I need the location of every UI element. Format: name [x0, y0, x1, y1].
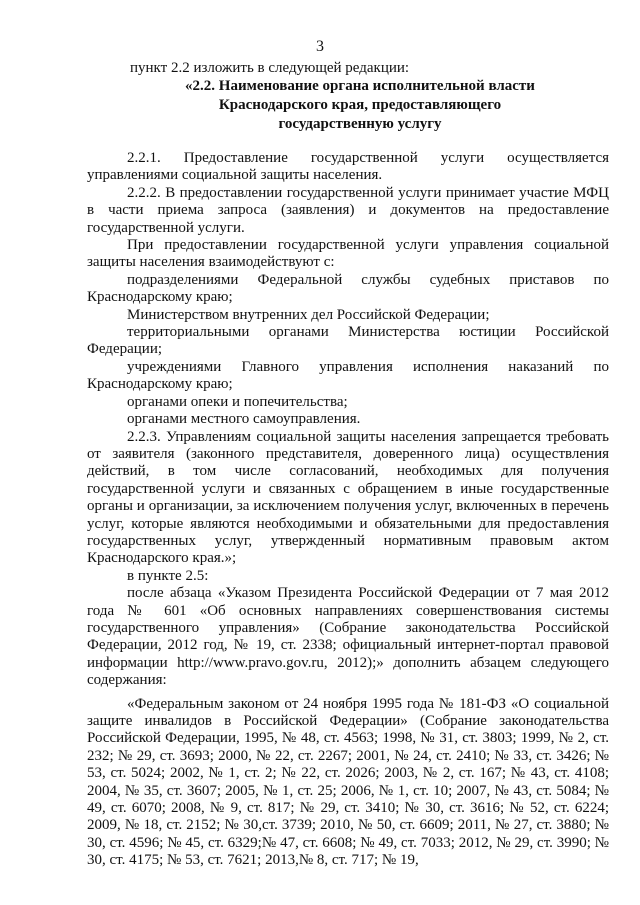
page-number: 3 [316, 38, 324, 55]
section-heading [150, 77, 570, 134]
list-item-bailiffs: подразделениями Федеральной службы судебных приставов по Краснодарскому краю; [87, 271, 609, 306]
paragraph-interaction-intro: При предоставлении государственной услуги управления социальной защиты населения взаимодействуют с: [87, 237, 609, 271]
list-item-guardianship: органами опеки и попечительства; [127, 393, 348, 410]
heading-line-2: Краснодарского края, предоставляющего [218, 97, 502, 113]
list-item-justice-ministry: территориальными органами Министерства юстиции Российской Федерации; [87, 324, 609, 358]
paragraph-federal-law: «Федеральным законом от 24 ноября 1995 года № 181-ФЗ «О социальной защите инвалидов в Российской Федерации» (Собрание законодательства Российской Федерации, 1995, № 48, ст. 4563; 1998, № 31, ст. 3803; 1999, № 2, ст. 232; № 29, ст. 3693; 2000, № 22, ст. 2267; 2001, № 24, ст. 2410; № 33, ст. 3426; № 53, ст. 5024; 2002, № 1, ст. 2; № 22, ст. 2026; 2003, № 2, ст. 167; № 43, ст. 4108; 2004, № 35, ст. 3607; 2005, № 1, ст. 25; 2006, № 1, ст. 10; 2007, № 43, ст. 5084; № 49, ст. 6070; 2008, № 9, ст. 817; № 29, ст. 3410; № 30, ст. 3616; № 52, ст. 6224; 2009, № 18, ст. 2152; № 30,ст. 3739; 2010, № 50, ст. 6609; 2011, № 27, ст. 3880; № 30, ст. 4596; № 45, ст. 6329;№ 47, ст. 6608; № 49, ст. 7033; 2012, № 29, ст. 3990; № 30, ст. 4175; № 53, ст. 7621; 2013,№ 8, ст. 717; № 19, [87, 695, 609, 869]
paragraph-2-2-3: 2.2.3. Управлениям социальной защиты населения запрещается требовать от заявителя (законного представителя, доверенного лица) осуществления действий, в том числе согласований, необходимых для получения государственной услуги и связанных с обращением в иные государственные органы и организации, за исключением получения услуг, включенных в перечень услуг, которые являются необходимыми и обязательными для предоставления государственных услуг, утвержденный нормативным правовым актом Краснодарского края.»; [87, 428, 609, 567]
heading-line-3: государственную услугу [278, 116, 442, 132]
paragraph-2-2-1: 2.2.1. Предоставление государственной услуги осуществляется управлениями социальной защиты населения. [87, 150, 609, 184]
document-body [87, 150, 609, 870]
paragraph-after-decree: после абзаца «Указом Президента Российской Федерации от 7 мая 2012 года № 601 «Об основных направлениях совершенствования системы государственного управления» (Собрание законодательства Российской Федерации, 2012 год, № 19, ст. 2338; официальный интернет-портал правовой информации http://www.pravo.gov.ru, 2012);» дополнить абзацем следующего содержания: [87, 585, 609, 689]
list-item-interior-ministry: Министерством внутренних дел Российской Федерации; [127, 306, 490, 323]
paragraph-point-2-5: в пункте 2.5: [127, 567, 209, 584]
list-item-penitentiary: учреждениями Главного управления исполнения наказаний по Краснодарскому краю; [87, 358, 609, 393]
list-item-local-government: органами местного самоуправления. [127, 411, 361, 428]
paragraph-2-2-2: 2.2.2. В предоставлении государственной услуги принимает участие МФЦ в части приема запроса (заявления) и документов на предоставление государственной услуги. [87, 184, 609, 236]
heading-line-1: «2.2. Наименование органа исполнительной власти [185, 78, 535, 94]
intro-line: пункт 2.2 изложить в следующей редакции: [130, 60, 410, 76]
